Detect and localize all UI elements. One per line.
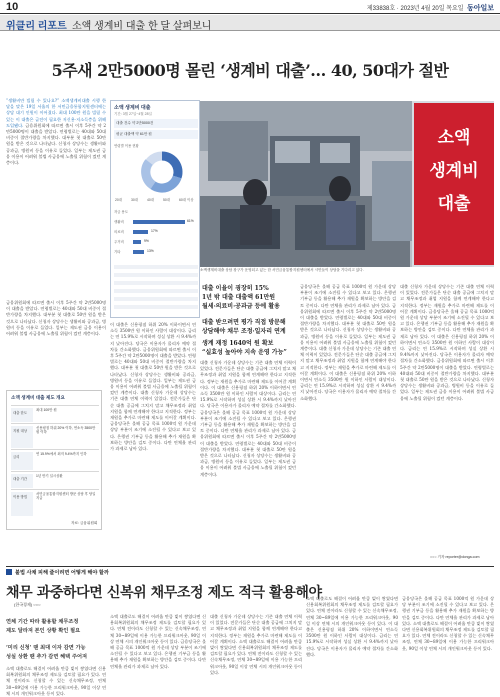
col3-body: 대출 신청자 가운데 상당수는 기존 대출 연체 이력이 있었다. 전문가들은 단순 대출 공급에 그치지 말고 채무조정과 취업 지원을 함께 연계해야 한다고 지적한다. 정부는 재원을 추가로 마련해 제도를 이어갈 계획이다. xyxy=(200,360,296,390)
age-group-5: 60대 이상 xyxy=(179,198,194,202)
subhead-3: 월세·의료비·공과금 등에 활용 xyxy=(202,303,280,310)
article-column-4 xyxy=(300,284,396,562)
page-number: 10 xyxy=(6,1,19,13)
table-key: 금리 xyxy=(11,452,33,470)
col4-body-cont: 금융위원회에 따르면 출시 이후 5주간 약 2만5000명이 대출을 받았다. 연령별로는 40대와 50대 비중이 절반가량을 차지했다. 대부분 첫 대출로 50만 원을 받은 것으로 나타났다. 신청자 상당수는 생활비와 공과금, 병원비 등을 이유로 들었다. 일부는 제도권 금융 이용이 어려워 불법 사금융에 노출될 위험이 컸던 계층이다. xyxy=(300,302,396,352)
infographic-row-count: 대출 건수 약 2만5000건 xyxy=(114,119,198,128)
section-bar xyxy=(0,15,500,31)
age-donut-chart xyxy=(141,151,183,193)
bottom-byline: (한국경제) ○○○ xyxy=(14,602,41,607)
infographic-title: 소액 생계비 대출 xyxy=(114,105,151,111)
bottom-col2-cont: 금융당국은 올해 공급 목표 1000억 원 가운데 상당 부분이 조기에 소진될 수 있다고 보고 있다. 은행권 기부금 등을 활용해 추가 재원을 확보하는 방안을 검토 중이다. 다만 연체율 관리가 과제로 남아 있다. xyxy=(110,638,206,669)
bottom-subhead-1: 연체 기간 따라 활용할 채무조정 xyxy=(6,619,79,625)
table-key: 지원 대상 xyxy=(11,426,33,448)
bottom-subhead-2: 제도 달라져 본인 상황 확인 필요 xyxy=(6,628,81,634)
table-key: 대출 한도 xyxy=(11,408,33,422)
masthead-paper: 동아일보 xyxy=(466,5,494,12)
article-column-2 xyxy=(110,322,196,562)
usage-item-1: 생활비 xyxy=(114,220,124,224)
masthead xyxy=(367,3,494,13)
subhead-7: “실효성 높아야 지속 운영 가능” xyxy=(202,349,287,356)
table-row xyxy=(11,489,99,517)
col1b-body: 금융위원회에 따르면 출시 이후 5주간 약 2만5000명이 대출을 받았다. 연령별로는 40대와 50대 비중이 절반가량을 차지했다. 대부분 첫 대출로 50만 원을 받은 것으로 나타났다. 신청자 상당수는 생활비와 공과금, 병원비 등을 이유로 들었다. 일부는 제도권 금융 이용이 어려워 불법 사금융에 노출될 위험이 컸던 계층이다. xyxy=(6,300,106,337)
usage-bar-4 xyxy=(133,250,144,254)
bottom-col3-body: 대출 신청자 가운데 상당수는 기존 대출 연체 이력이 있었다. 전문가들은 단순 대출 공급에 그치지 말고 채무조정과 취업 지원을 함께 연계해야 한다고 지적한다. 정부는 재원을 추가로 마련해 제도를 이어갈 계획이다. xyxy=(210,614,302,644)
bottom-col2-body: 소액 대출로도 해결이 어려울 만큼 빚이 쌓였다면 신용회복위원회의 채무조정 제도를 검토할 필요가 있다. 연체 전이라도 신청할 수 있는 신속채무조정, 연체 30~89일에 이용 가능한 프리워크아웃, 90일 이상 연체 시의 개인워크아웃 등이 있다. xyxy=(110,614,206,644)
table-value: 신용평점 하위 20% 이하, 연소득 3500만 원 이하 xyxy=(36,426,96,435)
table-value: 1년 만기 일시상환 xyxy=(36,474,63,478)
infographic-panel xyxy=(110,100,200,318)
main-headline: 5주새 2만5000명 몰린 ‘생계비 대출’… 40, 50대가 절반 xyxy=(51,61,449,80)
table-value: 연 15.9%에서 최저 9.4%까지 인하 xyxy=(36,452,87,456)
subhead-block-1 xyxy=(202,284,294,311)
col5-body-cont: 금융당국은 올해 공급 목표 1000억 원 가운데 상당 부분이 조기에 소진될 수 있다고 보고 있다. 은행권 기부금 등을 활용해 추가 재원을 확보하는 방안을 검토 중이다. 다만 연체율 관리가 과제로 남아 있다. xyxy=(400,308,494,339)
article-column-5 xyxy=(400,284,494,554)
section-title: 소액 생계비 대출 한 달 살펴보니 xyxy=(72,21,212,32)
col3-body-cont: 이 대출은 신용평점 하위 20% 이하이면서 연소득 3500만 원 이하인 사람이 대상이다. 금리는 연 15.9%로 시작하며 성실 상환 시 9.4%까지 낮아진다. 당국은 이용자가 몰리자 예약 절차를 간소화했다. xyxy=(200,384,296,409)
infographic-lower-table xyxy=(114,261,198,313)
bottom-column-3 xyxy=(210,614,302,690)
usage-bar-2 xyxy=(133,230,148,234)
age-donut-slice-2 xyxy=(153,177,177,188)
article-column-3 xyxy=(200,360,296,562)
bottom-kicker: 불법 사채 피해 줄이려면 어떻게 해야 할까 xyxy=(6,569,109,576)
col3-body-cont3: 금융위원회에 따르면 출시 이후 5주간 약 2만5000명이 대출을 받았다. 연령별로는 40대와 50대 비중이 절반가량을 차지했다. 대부분 첫 대출로 50만 원을 받은 것으로 나타났다. 신청자 상당수는 생활비와 공과금, 병원비 등을 이유로 들었다. 일부는 제도권 금융 이용이 어려워 불법 사금융에 노출될 위험이 컸던 계층이다. xyxy=(200,428,296,477)
table-key: 이용 방법 xyxy=(11,492,33,516)
usage-item-3: 주거비 xyxy=(114,240,124,244)
bottom-col5-body: 금융당국은 올해 공급 목표 1000억 원 가운데 상당 부분이 조기에 소진될 수 있다고 보고 있다. 은행권 기부금 등을 활용해 추가 재원을 확보하는 방안을 검토 중이다. 다만 연체율 관리가 과제로 남아 있다. xyxy=(402,596,494,626)
bottom-subhead-4: 성실 상환 땐 추가 감면 혜택 주어져 xyxy=(6,654,87,660)
table-title: 소액 생계비 대출 제도 개요 xyxy=(11,395,65,400)
col2-body-cont2: 대출 신청자 가운데 상당수는 기존 대출 연체 이력이 있었다. 전문가들은 단순 대출 공급에 그치지 말고 채무조정과 취업 지원을 함께 연계해야 한다고 지적한다. 정부는 재원을 추가로 마련해 제도를 이어갈 계획이다. xyxy=(110,390,196,421)
bottom-column-4 xyxy=(306,596,398,690)
table-row xyxy=(11,471,99,489)
table-key: 대출 기간 xyxy=(11,474,33,488)
age-group-2: 30대 xyxy=(131,198,139,202)
col2-body: 이 대출은 신용평점 하위 20% 이하이면서 연소득 3500만 원 이하인 사람이 대상이다. 금리는 연 15.9%로 시작하며 성실 상환 시 9.4%까지 낮아진다. 당국은 이용자가 몰리자 예약 절차를 간소화했다. xyxy=(110,322,196,352)
usage-value-1: 61% xyxy=(187,219,194,223)
usage-item-4: 기타 xyxy=(114,250,121,254)
photo-caption: 소액생계비대출 상담 창구가 운영되고 있는 한 서민금융통합지원센터에서 시민들이 상담을 기다리고 있다. xyxy=(200,268,364,272)
article-column-1b xyxy=(6,300,106,384)
subhead-2: 1년 밖 대출 대출액 61만원 xyxy=(202,294,276,301)
loan-sign-line-2: 생계비 xyxy=(429,161,479,180)
table-row xyxy=(11,405,99,423)
table-row xyxy=(11,423,99,449)
bottom-col1-body: 소액 대출로도 해결이 어려울 만큼 빚이 쌓였다면 신용회복위원회의 채무조정 제도를 검토할 필요가 있다. 연체 전이라도 신청할 수 있는 신속채무조정, 연체 30~89일에 이용 가능한 프리워크아웃, 90일 이상 연체 시의 개인워크아웃 등이 있다. xyxy=(6,666,106,696)
section-divider xyxy=(6,566,494,567)
col5-body-cont3: 금융위원회에 따르면 출시 이후 5주간 약 2만5000명이 대출을 받았다. 연령별로는 40대와 50대 비중이 절반가량을 차지했다. 대부분 첫 대출로 50만 원을 받은 것으로 나타났다. 신청자 상당수는 생활비와 공과금, 병원비 등을 이유로 들었다. 일부는 제도권 금융 이용이 어려워 불법 사금융에 노출될 위험이 컸던 계층이다. xyxy=(400,358,494,401)
article-photo xyxy=(200,101,494,267)
usage-value-4: 13% xyxy=(147,249,154,253)
bottom-col4-body: 소액 대출로도 해결이 어려울 만큼 빚이 쌓였다면 신용회복위원회의 채무조정 제도를 검토할 필요가 있다. 연체 전이라도 신청할 수 있는 신속채무조정, 연체 30~89일에 이용 가능한 프리워크아웃, 90일 이상 연체 시의 개인워크아웃 등이 있다. xyxy=(306,596,398,626)
usage-value-2: 17% xyxy=(151,229,158,233)
loan-sign-line-1: 소액 xyxy=(437,128,471,147)
bottom-col5-cont: 소액 대출로도 해결이 어려울 만큼 빚이 쌓였다면 신용회복위원회의 채무조정 제도를 검토할 필요가 있다. 연체 전이라도 신청할 수 있는 신속채무조정, 연체 30~89일에 이용 가능한 프리워크아웃, 90일 이상 연체 시의 개인워크아웃 등이 있다. xyxy=(402,620,494,651)
infographic-subtitle: 기간: 3월 27일~4월 28일 xyxy=(114,112,152,116)
subhead-6: 생계 재정 1640억 원 확보 xyxy=(202,340,274,347)
age-group-3: 40대 xyxy=(147,198,155,202)
col4-body-cont3: 이 대출은 신용평점 하위 20% 이하이면서 연소득 3500만 원 이하인 사람이 대상이다. 금리는 연 15.9%로 시작하며 성실 상환 시 9.4%까지 낮아진다. 당국은 이용자가 몰리자 예약 절차를 간소화했다. xyxy=(300,370,396,401)
loan-sign xyxy=(414,103,494,265)
age-group-1: 20대 xyxy=(115,198,123,202)
col3-body-cont2: 금융당국은 올해 공급 목표 1000억 원 가운데 상당 부분이 조기에 소진될 수 있다고 보고 있다. 은행권 기부금 등을 활용해 추가 재원을 확보하는 방안을 검토 중이다. 다만 연체율 관리가 과제로 남아 있다. xyxy=(200,409,296,434)
infographic-usage-label: 자금 용도 xyxy=(114,210,129,214)
col2-body-cont: 금융위원회에 따르면 출시 이후 5주간 약 2만5000명이 대출을 받았다. 연령별로는 40대와 50대 비중이 절반가량을 차지했다. 대부분 첫 대출로 50만 원을 받은 것으로 나타났다. 신청자 상당수는 생활비와 공과금, 병원비 등을 이유로 들었다. 일부는 제도권 금융 이용이 어려워 불법 사금융에 노출될 위험이 컸던 계층이다. xyxy=(110,346,196,396)
subhead-4: 대출 받으려면 평가 직접 방문해 xyxy=(202,319,286,326)
infographic-row-average: 평균 대출액 약 61만 원 xyxy=(114,130,198,139)
bottom-subhead-3: ‘미리 신청’ 땐 최대 이자 감면 가능 xyxy=(6,645,86,651)
top-bar xyxy=(0,0,500,14)
usage-bar-1 xyxy=(133,220,185,224)
subhead-1: 대출 이율이 굉장히 15% xyxy=(202,285,269,292)
age-group-4: 50대 xyxy=(163,198,171,202)
col4-body: 금융당국은 올해 공급 목표 1000억 원 가운데 상당 부분이 조기에 소진될 수 있다고 보고 있다. 은행권 기부금 등을 활용해 추가 재원을 확보하는 방안을 검토 중이다. 다만 연체율 관리가 과제로 남아 있다. xyxy=(300,284,396,308)
article-byline: ○○○ 기자 reporter@donga.com xyxy=(430,555,480,559)
age-donut-slice-1 xyxy=(162,156,178,177)
bottom-col4-cont: 이 대출은 신용평점 하위 20% 이하이면서 연소득 3500만 원 이하인 사람이 대상이다. 금리는 연 15.9%로 시작하며 성실 상환 시 9.4%까지 낮아진다. 당국은 이용자가 몰리자 예약 절차를 간소화했다. xyxy=(306,620,399,657)
col1-body: 금융위원회에 따르면 출시 이후 5주간 약 2만5000명이 대출을 받았다. 연령별로는 40대와 50대 비중이 절반가량을 차지했다. 대부분 첫 대출로 50만 원을 받은 것으로 나타났다. 신청자 상당수는 생활비와 공과금, 병원비 등을 이유로 들었다. 일부는 제도권 금융 이용이 어려워 불법 사금융에 노출될 위험이 컸던 계층이다. xyxy=(6,122,106,166)
masthead-date: 제33838호 · 2023년 4월 20일 목요일 xyxy=(366,6,464,12)
lead-paragraph: “생활비만 빌릴 수 있나요?” 소액생계비대출 시행 한 달을 맞은 19일 서울의 한 서민금융통합지원센터에는 상담 대기 인원이 이어졌다. 최대 100만 원을 빌릴 수 있는 이 대출은 급전이 필요한 저신용·저소득층을 위해 도입됐다. xyxy=(6,98,106,128)
table-source: 자료: 금융위원회 xyxy=(71,521,98,525)
col5-body-cont2: 이 대출은 신용평점 하위 20% 이하이면서 연소득 3500만 원 이하인 사람이 대상이다. 금리는 연 15.9%로 시작하며 성실 상환 시 9.4%까지 낮아진다. 당국은 이용자가 몰리자 예약 절차를 간소화했다. xyxy=(400,333,494,364)
col4-body-cont2: 대출 신청자 가운데 상당수는 기존 대출 연체 이력이 있었다. 전문가들은 단순 대출 공급에 그치지 말고 채무조정과 취업 지원을 함께 연계해야 한다고 지적한다. 정부는 재원을 추가로 마련해 제도를 이어갈 계획이다. xyxy=(300,346,396,376)
age-donut-slice-3 xyxy=(146,162,153,185)
bottom-column-2 xyxy=(110,614,206,690)
article-column-1 xyxy=(6,98,106,298)
bottom-column-5 xyxy=(402,596,494,690)
col5-body: 대출 신청자 가운데 상당수는 기존 대출 연체 이력이 있었다. 전문가들은 단순 대출 공급에 그치지 말고 채무조정과 취업 지원을 함께 연계해야 한다고 지적한다. 정부는 재원을 추가로 마련해 제도를 이어갈 계획이다. xyxy=(400,284,494,314)
usage-bar-3 xyxy=(133,240,141,244)
infographic-age-label: 연령별 이용 현황 xyxy=(114,144,139,148)
bottom-col3-cont: 소액 대출로도 해결이 어려울 만큼 빚이 쌓였다면 신용회복위원회의 채무조정 제도를 검토할 필요가 있다. 연체 전이라도 신청할 수 있는 신속채무조정, 연체 30~89일에 이용 가능한 프리워크아웃, 90일 이상 연체 시의 개인워크아웃 등이 있다. xyxy=(210,638,302,675)
subhead-5: 상담해야 채무 조정·일자리 연계 xyxy=(202,328,286,335)
bottom-headline: 채무 과중하다면 신복위 채무조정 제도 적극 활용해야 xyxy=(6,585,322,601)
subhead-block-3 xyxy=(202,339,294,357)
usage-item-2: 의료비 xyxy=(114,230,124,234)
subhead-block-2 xyxy=(202,318,294,336)
table-value: 최대 100만 원 xyxy=(36,408,57,412)
table-value: 서민금융통합지원센터 방문 상담 후 당일 지급 xyxy=(36,492,96,501)
table-row xyxy=(11,449,99,471)
loan-overview-table xyxy=(6,390,102,530)
section-kicker: 위클리 리포트 xyxy=(6,21,67,32)
usage-value-3: 9% xyxy=(144,239,149,243)
col2-body-cont3: 금융당국은 올해 공급 목표 1000억 원 가운데 상당 부분이 조기에 소진될 수 있다고 보고 있다. 은행권 기부금 등을 활용해 추가 재원을 확보하는 방안을 검토 중이다. 다만 연체율 관리가 과제로 남아 있다. xyxy=(110,421,196,452)
loan-sign-line-3: 대출 xyxy=(437,194,471,213)
bottom-column-1 xyxy=(6,666,106,696)
